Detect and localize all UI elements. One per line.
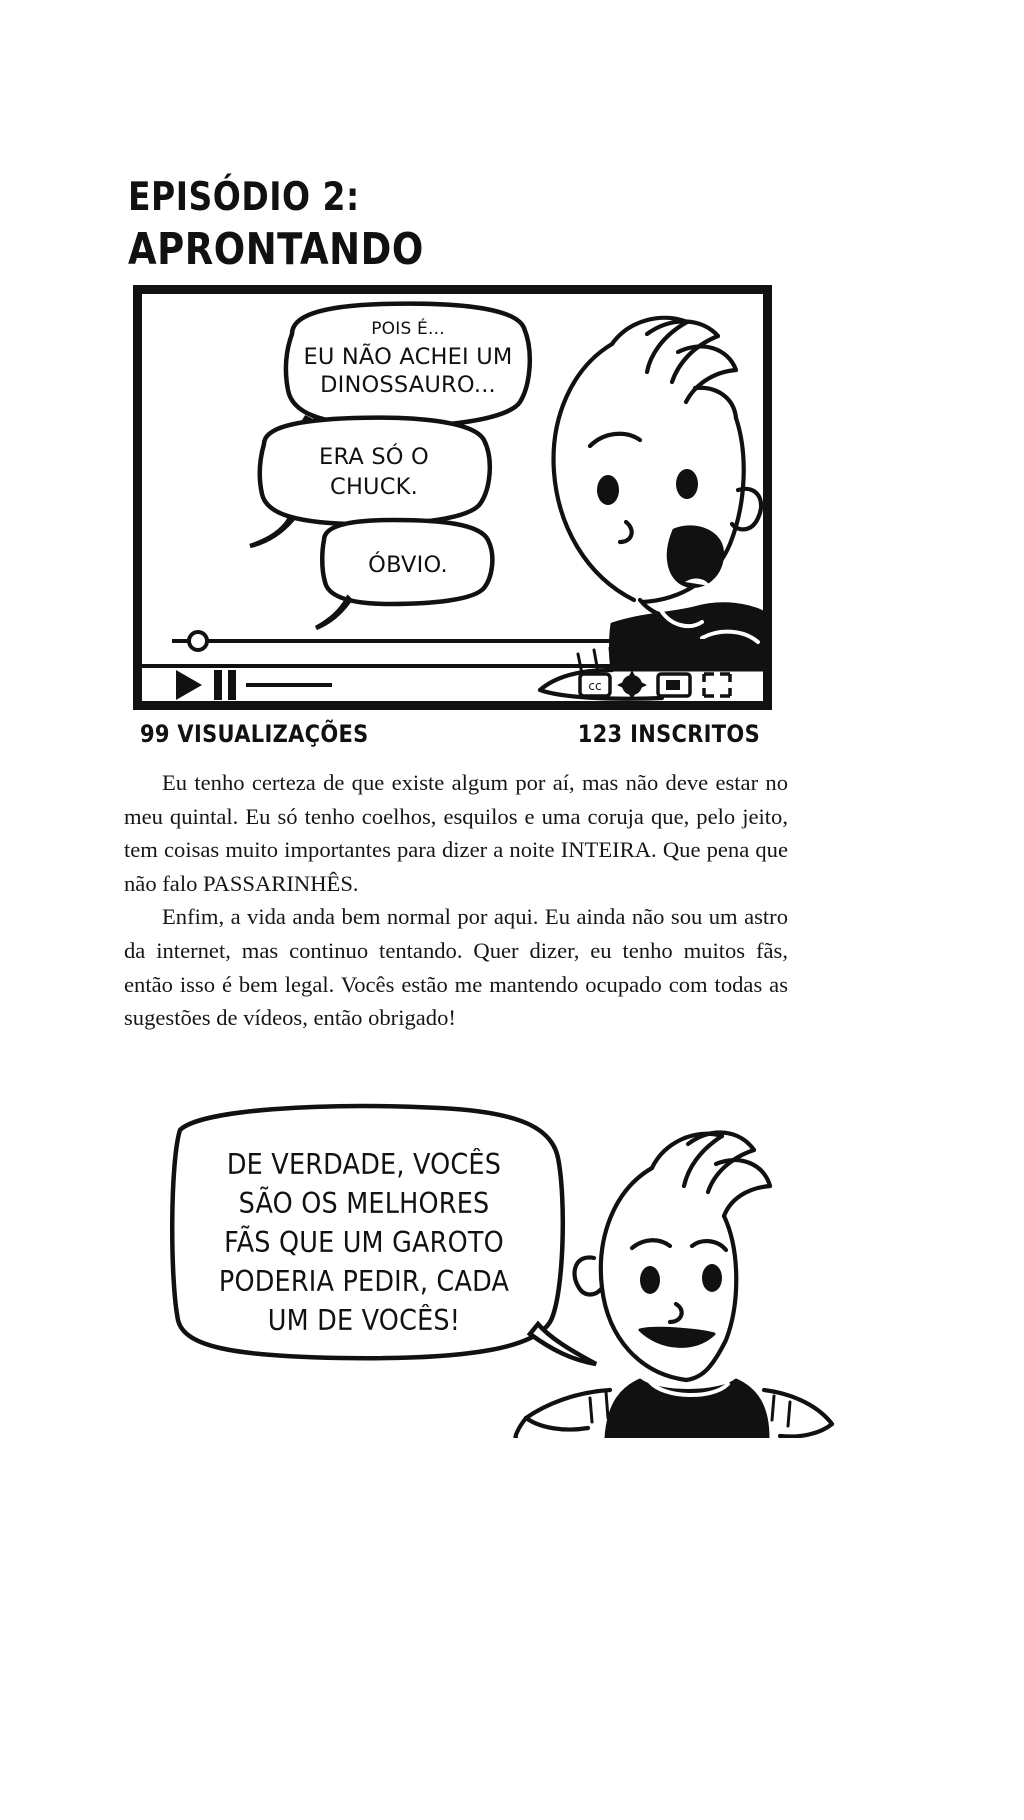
video-panel-artwork <box>142 294 763 701</box>
body-text <box>124 766 788 1035</box>
comic-illustration-video <box>142 294 763 701</box>
pause-icon-bar2[interactable] <box>228 670 236 700</box>
episode-label: EPISÓDIO 2: <box>128 173 360 220</box>
bubble-2-line-2: CHUCK. <box>330 474 418 500</box>
pause-icon[interactable] <box>214 670 222 700</box>
bottom-illustration <box>140 1098 840 1438</box>
svg-text:cc: cc <box>588 679 602 693</box>
bubble-2-line-1: ERA SÓ O <box>319 444 429 470</box>
bubble-1-line-3: DINOSSAURO... <box>320 372 496 398</box>
bubble-3-line-1: ÓBVIO. <box>368 552 448 578</box>
bottom-bubble-line-3: FÃS QUE UM GAROTO <box>224 1226 504 1260</box>
video-stats <box>140 722 760 746</box>
views-count: 99 VISUALIZAÇÕES <box>140 720 369 748</box>
subscribers-count: 123 INSCRITOS <box>577 720 760 748</box>
paragraph-1: Eu tenho certeza de que existe algum por aí, mas não deve estar no meu quintal. Eu só tenho coelhos, esquilos e uma coruja que, pelo jeito, tem coisas muito importantes para dizer a noite INTEIRA. Que pena que não falo PASSARINHÊS. <box>124 770 788 896</box>
bottom-bubble-line-2: SÃO OS MELHORES <box>238 1187 490 1221</box>
bottom-bubble-line-1: DE VERDADE, VOCÊS <box>226 1148 502 1182</box>
progress-handle[interactable] <box>189 632 207 650</box>
bottom-bubble-line-4: PODERIA PEDIR, CADA <box>218 1265 510 1299</box>
bottom-bubble-line-5: UM DE VOCÊS! <box>267 1304 461 1338</box>
bottom-bubble-text <box>184 1146 544 1341</box>
bubble-1-line-1: POIS É... <box>371 319 445 339</box>
paragraph-2: Enfim, a vida anda bem normal por aqui. Eu ainda não sou um astro da internet, mas continuo tentando. Quer dizer, eu tenho muitos fãs, então isso é bem legal. Vocês estão me mantendo ocupado com todas as sugestões de vídeos, então obrigado! <box>124 904 788 1031</box>
bubble-1-line-2: EU NÃO ACHEI UM <box>303 344 513 370</box>
episode-heading <box>128 173 828 275</box>
episode-title: APRONTANDO <box>128 223 424 275</box>
video-player-panel[interactable] <box>133 285 772 710</box>
